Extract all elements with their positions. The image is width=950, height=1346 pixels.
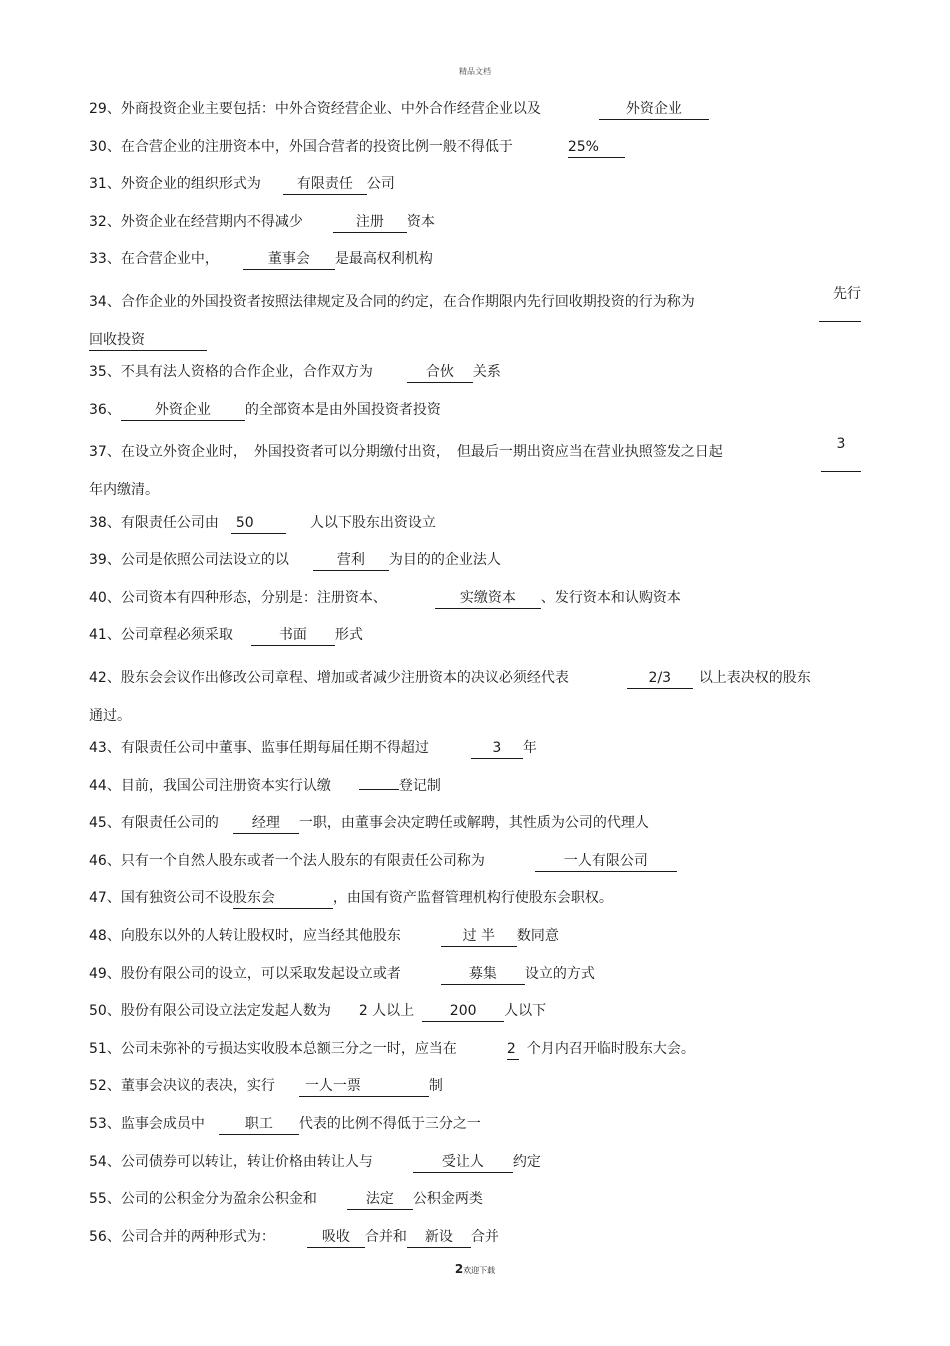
question-54 <box>89 1149 861 1176</box>
answer-blank: 董事会 <box>243 249 335 270</box>
answer-blank-continued: 回收投资 <box>89 330 207 351</box>
footer-text: 欢迎下载 <box>463 1266 496 1275</box>
question-text-after: 是最高权利机构 <box>334 251 433 268</box>
question-text: 52、董事会决议的表决，实行 <box>89 1078 275 1095</box>
answer-blank: 2 <box>507 1039 519 1060</box>
question-text: 50、股份有限公司设立法定发起人数为 2 人以上 <box>89 1003 415 1020</box>
question-text-after: ，由国有资产监督管理机构行使股东会职权。 <box>332 890 613 907</box>
question-text-after: 、发行资本和认购资本 <box>540 589 681 606</box>
question-text-after: 形式 <box>334 627 363 644</box>
question-43 <box>89 735 861 762</box>
question-text: 46、只有一个自然人股东或者一个法人股东的有限责任公司称为 <box>89 852 485 869</box>
question-text-after: 合并 <box>470 1228 499 1245</box>
answer-blank: 有限责任 <box>283 174 367 195</box>
answer-blank: 3 <box>471 738 523 759</box>
question-text-after: 个月内召开临时股东大会。 <box>526 1040 695 1057</box>
question-text-after: 的全部资本是由外国投资者投资 <box>244 401 441 418</box>
question-41 <box>89 622 861 649</box>
question-text: 32、外资企业在经营期内不得减少 <box>89 213 303 230</box>
question-30 <box>89 134 861 161</box>
answer-blank <box>359 789 399 790</box>
question-text-after: 公司 <box>366 176 395 193</box>
answer-blank: 先行 <box>819 284 861 322</box>
question-text-after: 制 <box>428 1078 443 1095</box>
question-text: 36、 <box>89 401 121 418</box>
question-52 <box>89 1073 861 1100</box>
answer-blank: 50 <box>231 513 286 534</box>
question-text: 51、公司未弥补的亏损达实收股本总额三分之一时，应当在 <box>89 1040 457 1057</box>
answer-blank: 注册 <box>333 212 407 233</box>
question-text: 35、不具有法人资格的合作企业，合作双方为 <box>89 364 373 381</box>
answer-blank: 25% <box>568 137 625 158</box>
question-34 <box>89 284 861 359</box>
question-text: 38、有限责任公司由 <box>89 514 219 531</box>
question-text-after-continued: 通过。 <box>89 707 131 724</box>
answer-blank: 3 <box>821 434 861 472</box>
question-text: 42、股东会会议作出修改公司章程、增加或者减少注册资本的决议必须经代表 <box>89 669 569 686</box>
question-list <box>89 96 861 1261</box>
question-33 <box>89 246 861 273</box>
question-39 <box>89 547 861 574</box>
question-text-after: 资本 <box>406 213 435 230</box>
question-text-after: 约定 <box>512 1153 541 1170</box>
question-text: 40、公司资本有四种形态，分别是：注册资本、 <box>89 589 387 606</box>
question-text: 31、外资企业的组织形式为 <box>89 176 261 193</box>
question-text-after: 年 <box>522 740 537 757</box>
question-text-after: 关系 <box>472 364 501 381</box>
answer-blank: 2/3 <box>627 668 693 689</box>
question-47 <box>89 885 861 912</box>
answer-blank: 受让人 <box>413 1152 513 1173</box>
question-50 <box>89 998 861 1025</box>
question-text: 43、有限责任公司中董事、监事任期每届任期不得超过 <box>89 740 429 757</box>
question-37 <box>89 434 861 509</box>
question-text-after: 年内缴清。 <box>89 481 159 498</box>
question-text-after: 登记制 <box>398 777 441 794</box>
question-text: 39、公司是依照公司法设立的以 <box>89 552 289 569</box>
question-36 <box>89 397 861 424</box>
question-text-middle: 合并和 <box>364 1228 407 1245</box>
question-text: 34、合作企业的外国投资者按照法律规定及合同的约定，在合作期限内先行回收期投资的行为称为 <box>89 293 695 310</box>
answer-blank-2: 新设 <box>407 1227 471 1248</box>
question-44 <box>89 773 861 800</box>
question-text: 33、在合营企业中， <box>89 251 219 268</box>
question-35 <box>89 359 861 386</box>
question-text: 56、公司合并的两种形式为： <box>89 1228 275 1245</box>
question-text: 45、有限责任公司的 <box>89 815 219 832</box>
question-text: 49、股份有限公司的设立，可以采取发起设立或者 <box>89 965 401 982</box>
answer-blank: 200 <box>422 1001 504 1022</box>
answer-blank: 外资企业 <box>599 99 709 120</box>
question-31 <box>89 171 861 198</box>
question-text-after: 人以下股东出资设立 <box>309 514 436 531</box>
question-53 <box>89 1111 861 1138</box>
question-text-after: 以上表决权的股东 <box>698 669 811 686</box>
page-footer <box>0 1262 950 1276</box>
answer-blank: 职工 <box>219 1114 299 1135</box>
question-text-after: 数同意 <box>516 928 559 945</box>
answer-blank: 外资企业 <box>121 400 245 421</box>
question-32 <box>89 209 861 236</box>
question-text: 47、国有独资公司不设 <box>89 890 233 907</box>
answer-blank: 一人有限公司 <box>535 851 677 872</box>
page-number: 2 <box>454 1262 464 1276</box>
answer-blank: 法定 <box>347 1189 413 1210</box>
answer-blank: 股东会 <box>233 888 333 909</box>
answer-blank: 吸收 <box>307 1227 365 1248</box>
answer-blank: 合伙 <box>407 362 473 383</box>
answer-blank: 实缴资本 <box>435 588 541 609</box>
question-text: 44、目前，我国公司注册资本实行认缴 <box>89 777 331 794</box>
question-56 <box>89 1224 861 1251</box>
question-text-after: 为目的的企业法人 <box>388 552 501 569</box>
answer-blank: 一人一票 <box>299 1076 429 1097</box>
question-40 <box>89 585 861 612</box>
question-48 <box>89 923 861 950</box>
question-51 <box>89 1036 861 1063</box>
question-text: 41、公司章程必须采取 <box>89 627 233 644</box>
question-text: 48、向股东以外的人转让股权时，应当经其他股东 <box>89 928 401 945</box>
answer-blank: 过 半 <box>441 926 517 947</box>
question-42 <box>89 660 861 735</box>
answer-blank: 经理 <box>233 813 299 834</box>
question-text: 54、公司债券可以转让，转让价格由转让人与 <box>89 1153 373 1170</box>
question-text-after: 人以下 <box>504 1003 547 1020</box>
question-text-after: 代表的比例不得低于三分之一 <box>298 1116 481 1133</box>
question-text: 29、外商投资企业主要包括：中外合资经营企业、中外合作经营企业以及 <box>89 101 541 117</box>
question-38 <box>89 510 861 537</box>
answer-blank: 书面 <box>251 625 335 646</box>
question-text-after: 设立的方式 <box>524 965 595 982</box>
question-text: 37、在设立外资企业时， 外国投资者可以分期缴付出资， 但最后一期出资应当在营业执照签发之日起 <box>89 444 723 461</box>
question-text-after: 公积金两类 <box>412 1191 483 1208</box>
page-header: 精品文档 <box>459 67 491 76</box>
question-55 <box>89 1186 861 1213</box>
question-29 <box>89 96 861 123</box>
question-45 <box>89 810 861 837</box>
question-text-after: 一职，由董事会决定聘任或解聘，其性质为公司的代理人 <box>298 815 649 832</box>
question-text: 53、监事会成员中 <box>89 1116 205 1133</box>
question-text: 30、在合营企业的注册资本中，外国合营者的投资比例一般不得低于 <box>89 138 513 155</box>
question-49 <box>89 961 861 988</box>
question-46 <box>89 848 861 875</box>
question-text: 55、公司的公积金分为盈余公积金和 <box>89 1191 317 1208</box>
answer-blank: 营利 <box>313 550 389 571</box>
answer-blank: 募集 <box>441 964 525 985</box>
